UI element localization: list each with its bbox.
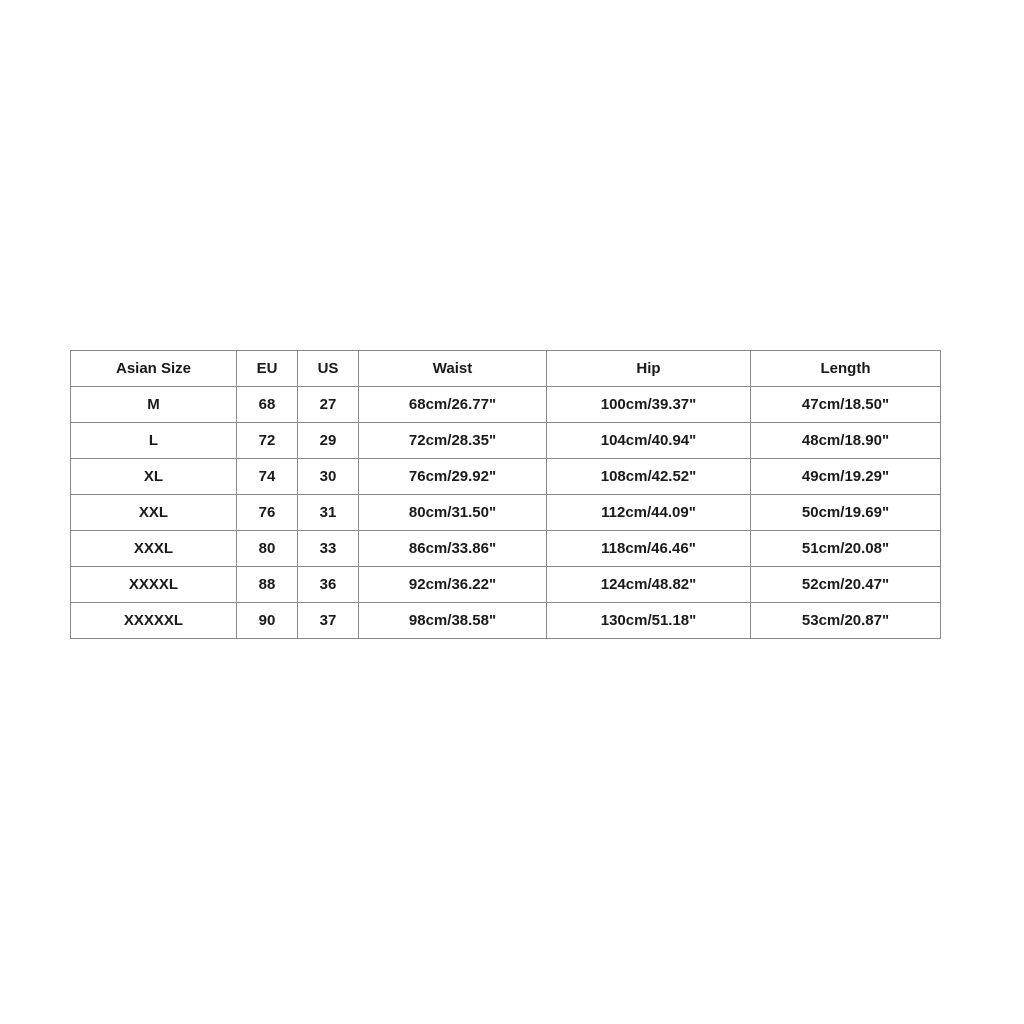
cell-us: 33 [298, 531, 359, 567]
cell-waist: 92cm/36.22" [359, 567, 547, 603]
table-row [71, 387, 941, 423]
cell-eu: 90 [237, 603, 298, 639]
cell-waist: 68cm/26.77" [359, 387, 547, 423]
cell-length: 48cm/18.90" [751, 423, 941, 459]
cell-asian-size: L [71, 423, 237, 459]
cell-us: 36 [298, 567, 359, 603]
cell-eu: 88 [237, 567, 298, 603]
cell-length: 52cm/20.47" [751, 567, 941, 603]
cell-eu: 80 [237, 531, 298, 567]
table-row [71, 495, 941, 531]
cell-eu: 72 [237, 423, 298, 459]
header-eu: EU [237, 351, 298, 387]
cell-us: 27 [298, 387, 359, 423]
cell-length: 49cm/19.29" [751, 459, 941, 495]
cell-length: 50cm/19.69" [751, 495, 941, 531]
cell-hip: 118cm/46.46" [547, 531, 751, 567]
table-row [71, 423, 941, 459]
header-us: US [298, 351, 359, 387]
cell-us: 31 [298, 495, 359, 531]
cell-asian-size: M [71, 387, 237, 423]
header-length: Length [751, 351, 941, 387]
cell-hip: 124cm/48.82" [547, 567, 751, 603]
cell-asian-size: XXXXL [71, 567, 237, 603]
header-asian-size: Asian Size [71, 351, 237, 387]
cell-hip: 108cm/42.52" [547, 459, 751, 495]
cell-waist: 76cm/29.92" [359, 459, 547, 495]
cell-waist: 80cm/31.50" [359, 495, 547, 531]
cell-hip: 104cm/40.94" [547, 423, 751, 459]
cell-asian-size: XXL [71, 495, 237, 531]
table-row [71, 531, 941, 567]
table-row [71, 603, 941, 639]
cell-length: 51cm/20.08" [751, 531, 941, 567]
size-chart-table [70, 350, 941, 639]
size-chart-container [70, 350, 940, 639]
cell-waist: 86cm/33.86" [359, 531, 547, 567]
header-hip: Hip [547, 351, 751, 387]
cell-length: 47cm/18.50" [751, 387, 941, 423]
cell-asian-size: XXXXXL [71, 603, 237, 639]
cell-eu: 76 [237, 495, 298, 531]
cell-asian-size: XXXL [71, 531, 237, 567]
header-waist: Waist [359, 351, 547, 387]
cell-eu: 74 [237, 459, 298, 495]
cell-length: 53cm/20.87" [751, 603, 941, 639]
cell-us: 37 [298, 603, 359, 639]
table-row [71, 459, 941, 495]
cell-waist: 98cm/38.58" [359, 603, 547, 639]
cell-waist: 72cm/28.35" [359, 423, 547, 459]
table-row [71, 567, 941, 603]
table-header-row [71, 351, 941, 387]
cell-hip: 130cm/51.18" [547, 603, 751, 639]
cell-eu: 68 [237, 387, 298, 423]
cell-us: 29 [298, 423, 359, 459]
cell-hip: 100cm/39.37" [547, 387, 751, 423]
cell-asian-size: XL [71, 459, 237, 495]
cell-hip: 112cm/44.09" [547, 495, 751, 531]
cell-us: 30 [298, 459, 359, 495]
